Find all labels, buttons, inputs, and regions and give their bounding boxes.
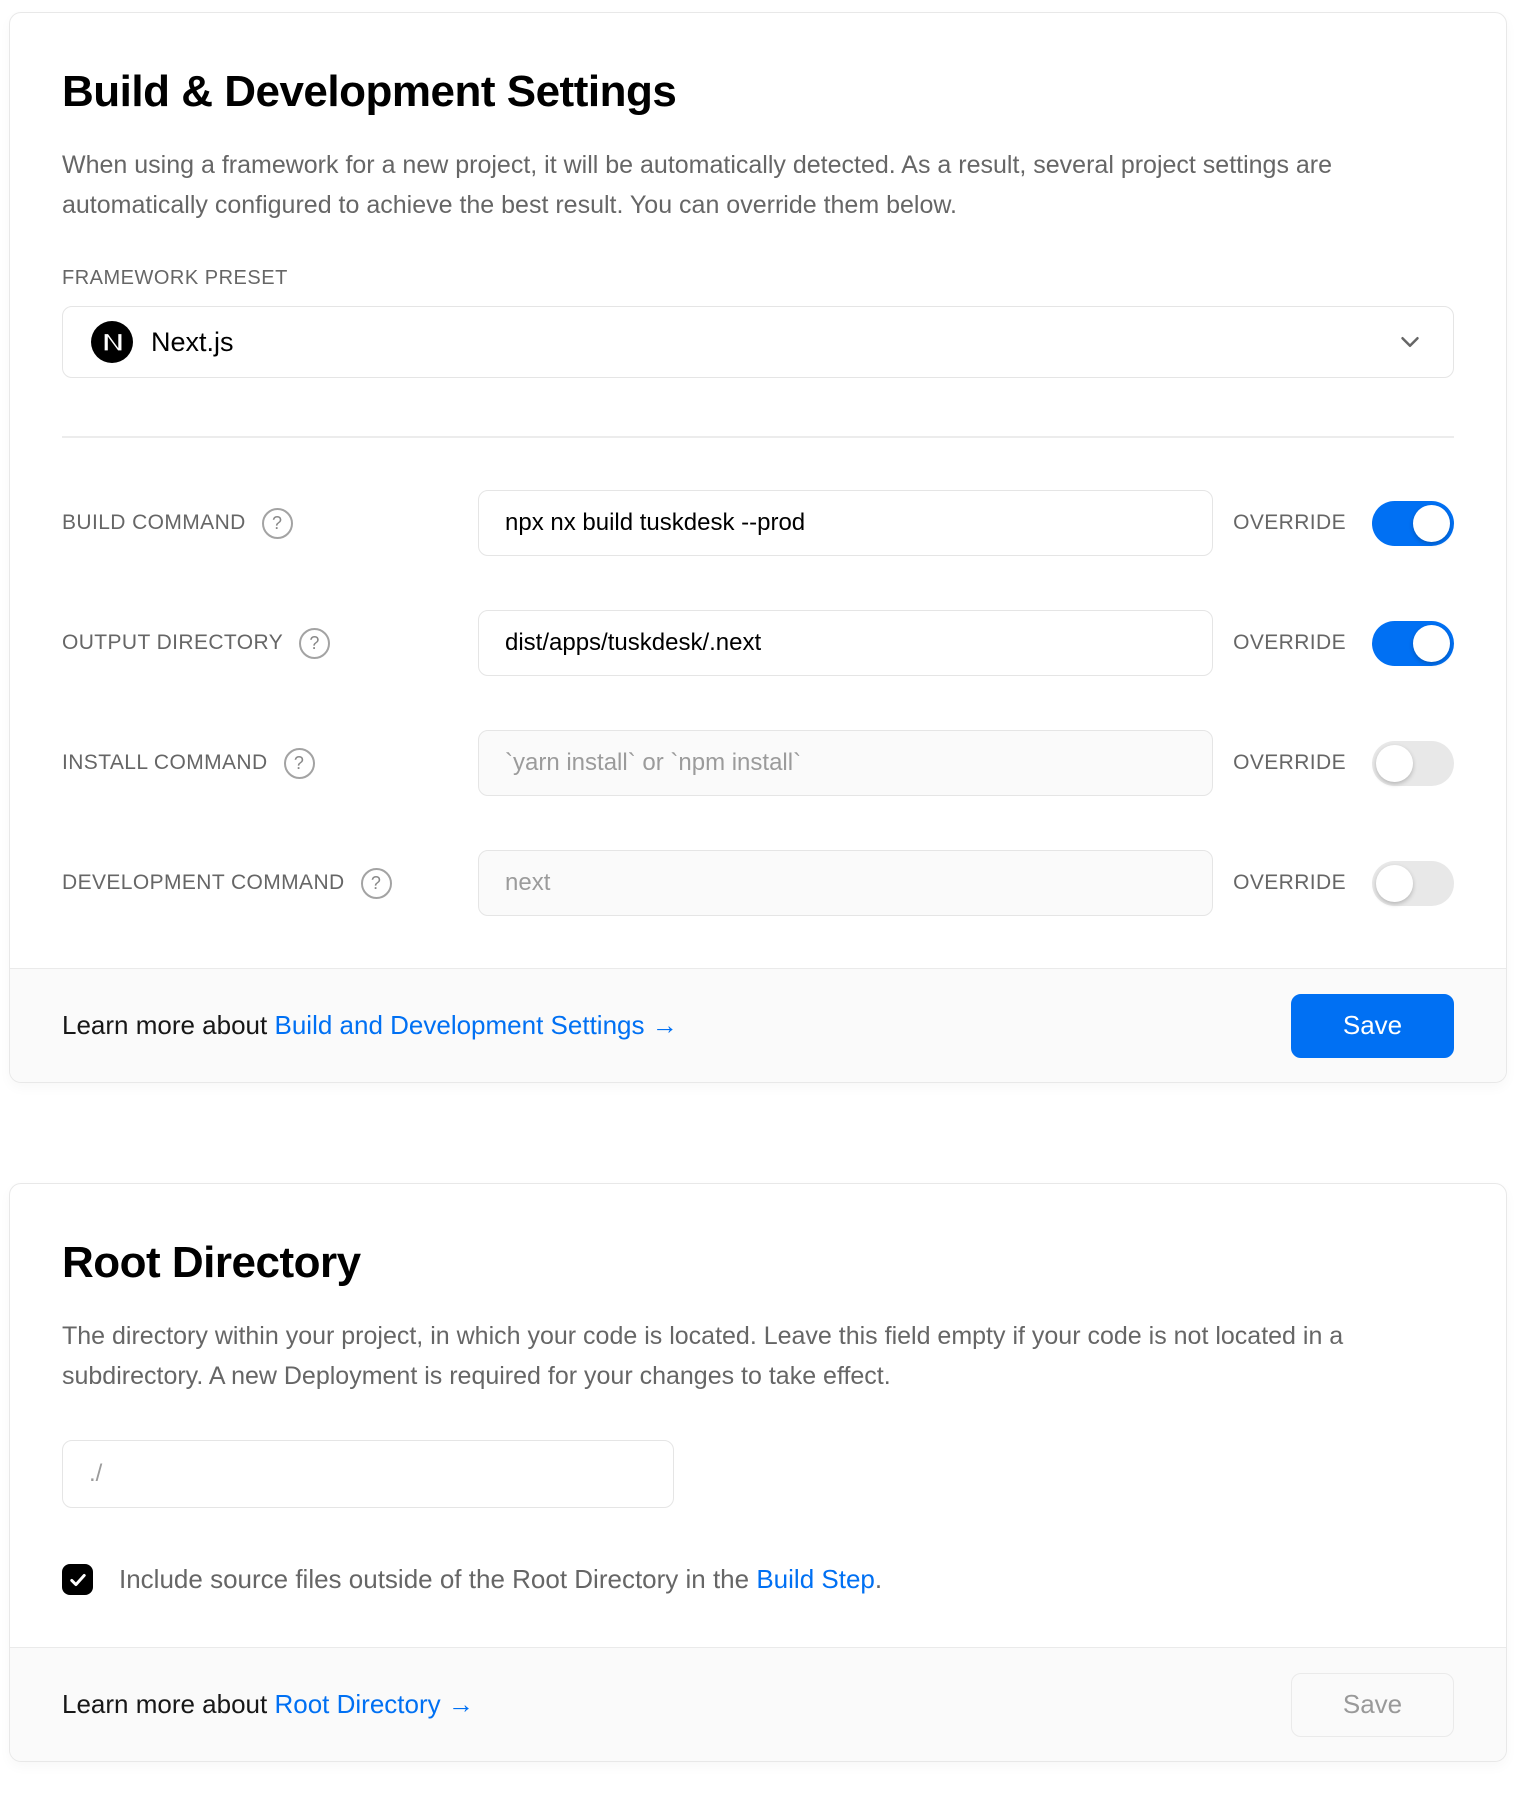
root-directory-title: Root Directory — [62, 1238, 361, 1287]
build-settings-card — [9, 12, 1507, 1083]
root-directory-card — [9, 1183, 1507, 1762]
build-command-label: BUILD COMMAND — [62, 511, 246, 534]
override-label: OVERRIDE — [1233, 631, 1346, 654]
build-command-input[interactable] — [478, 490, 1213, 556]
help-icon[interactable]: ? — [361, 868, 392, 899]
build-settings-title: Build & Development Settings — [62, 67, 677, 116]
chevron-down-icon — [1395, 327, 1425, 357]
output-directory-label: OUTPUT DIRECTORY — [62, 631, 284, 654]
override-label: OVERRIDE — [1233, 871, 1346, 894]
root-directory-description: The directory within your project, in which your code is located. Leave this field empty if your code is not located in a subdirectory. A new Deployment is required for your changes to take effect. — [62, 1322, 1344, 1390]
build-settings-body — [10, 13, 1506, 968]
include-source-files-label: Include source files outside of the Root Directory in the Build Step. — [119, 1564, 883, 1594]
section-divider — [62, 436, 1454, 438]
arrow-right-icon: → — [651, 1010, 678, 1040]
check-icon — [68, 1570, 88, 1590]
override-label: OVERRIDE — [1233, 511, 1346, 534]
nextjs-logo-icon — [91, 321, 133, 363]
build-step-link[interactable]: Build Step — [756, 1564, 875, 1594]
build-command-row — [62, 490, 1454, 556]
development-command-label: DEVELOPMENT COMMAND — [62, 871, 345, 894]
root-directory-input[interactable] — [62, 1440, 674, 1508]
toggle-knob — [1413, 505, 1450, 542]
development-command-override-toggle[interactable] — [1372, 861, 1454, 906]
command-rows — [62, 490, 1454, 916]
development-command-input[interactable] — [478, 850, 1213, 916]
toggle-knob — [1413, 625, 1450, 662]
root-directory-docs-link[interactable]: Root Directory → — [274, 1689, 474, 1719]
project-settings-page — [0, 12, 1516, 1762]
development-command-row — [62, 850, 1454, 916]
include-source-files-checkbox[interactable] — [62, 1564, 93, 1595]
output-directory-input[interactable] — [478, 610, 1213, 676]
save-button[interactable]: Save — [1291, 1673, 1454, 1737]
help-icon[interactable]: ? — [284, 748, 315, 779]
install-command-input[interactable] — [478, 730, 1213, 796]
build-settings-docs-link[interactable]: Build and Development Settings → — [274, 1010, 678, 1040]
root-directory-footer — [10, 1647, 1506, 1761]
framework-preset-select[interactable] — [62, 306, 1454, 378]
learn-more-text: Learn more about Root Directory → — [62, 1689, 474, 1719]
build-settings-description: When using a framework for a new project, it will be automatically detected. As a result, several project settings are automatically configured to achieve the best result. You can override them below. — [62, 151, 1333, 219]
help-icon[interactable]: ? — [262, 508, 293, 539]
install-command-label: INSTALL COMMAND — [62, 751, 268, 774]
include-source-files-row — [62, 1564, 1454, 1595]
install-command-override-toggle[interactable] — [1372, 741, 1454, 786]
framework-preset-label: FRAMEWORK PRESET — [62, 267, 288, 289]
arrow-right-icon: → — [447, 1689, 474, 1719]
root-directory-body — [10, 1184, 1506, 1647]
learn-more-text: Learn more about Build and Development Settings → — [62, 1010, 678, 1040]
save-button[interactable]: Save — [1291, 994, 1454, 1058]
framework-preset-value: Next.js — [151, 326, 234, 357]
output-directory-override-toggle[interactable] — [1372, 621, 1454, 666]
override-label: OVERRIDE — [1233, 751, 1346, 774]
build-settings-footer — [10, 968, 1506, 1082]
build-command-override-toggle[interactable] — [1372, 501, 1454, 546]
toggle-knob — [1376, 745, 1413, 782]
toggle-knob — [1376, 865, 1413, 902]
output-directory-row — [62, 610, 1454, 676]
help-icon[interactable]: ? — [299, 628, 330, 659]
install-command-row — [62, 730, 1454, 796]
